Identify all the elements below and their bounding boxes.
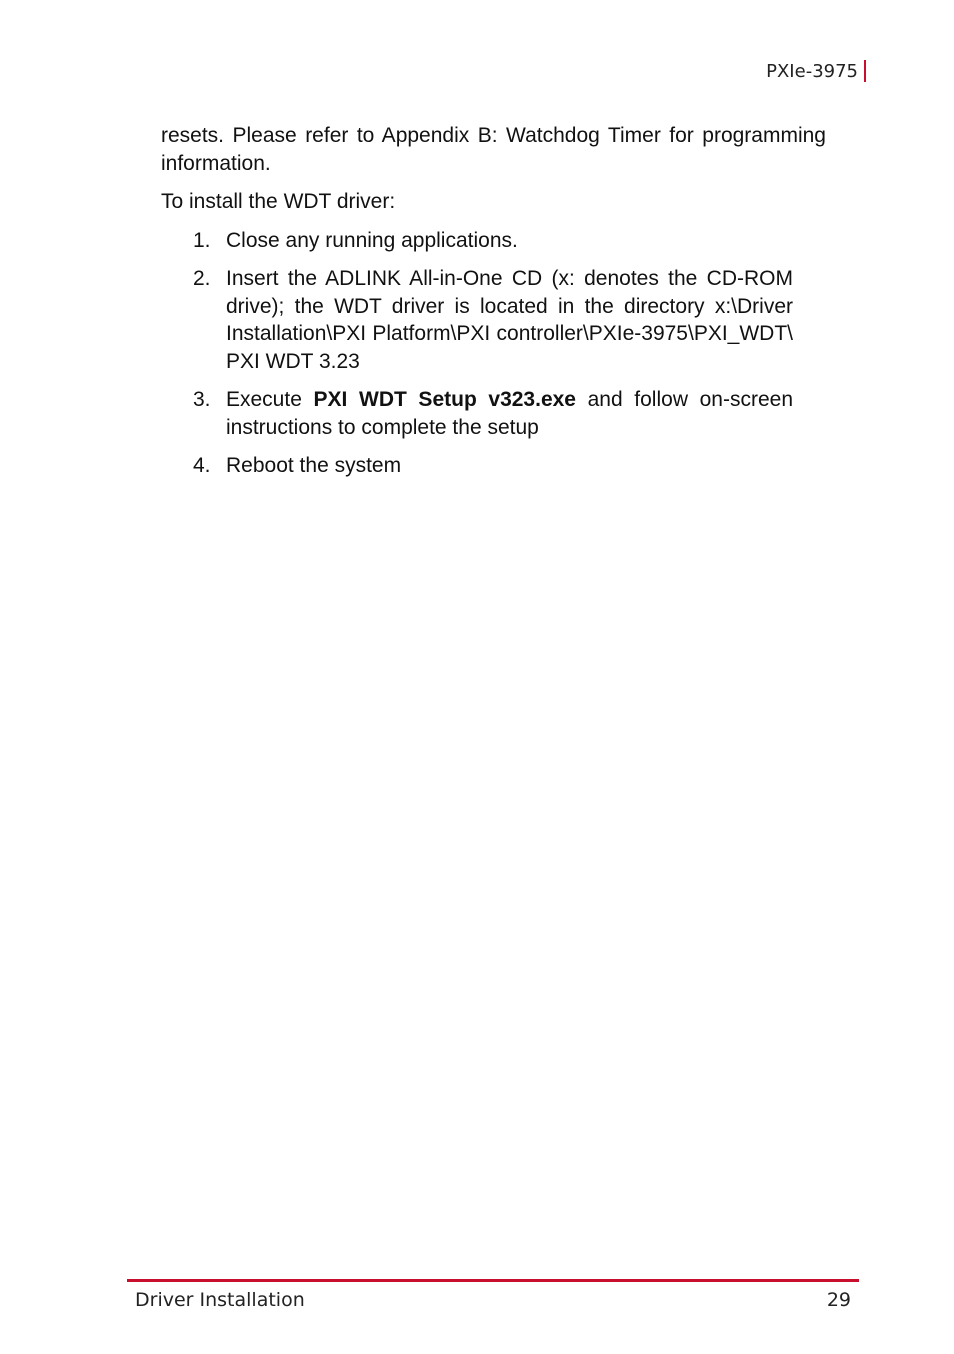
page-header [766, 60, 866, 82]
list-item-step-3 [161, 386, 793, 441]
step-number: 1. [193, 228, 211, 252]
intro-paragraph: resets. Please refer to Appendix B: Watchdog Timer for programming information. [161, 124, 826, 175]
step-text: Reboot the system [226, 454, 402, 477]
header-product-name: PXIe-3975 [766, 60, 858, 82]
footer-section-title: Driver Installation [135, 1289, 305, 1311]
main-content [161, 122, 826, 491]
step-text-prefix: Execute [226, 388, 314, 411]
header-accent-bar [864, 60, 866, 82]
install-lead-paragraph: To install the WDT driver: [161, 190, 396, 213]
step-number: 4. [193, 454, 211, 477]
footer-divider [127, 1279, 859, 1282]
step-text-suffix: and follow on-screen instructions to complete the setup [226, 388, 793, 439]
footer-page-number: 29 [826, 1289, 851, 1311]
list-item-step-1 [161, 227, 793, 255]
step-text: Close any running applications. [226, 228, 518, 252]
list-item-step-4 [161, 452, 793, 480]
setup-filename: PXI WDT Setup v323.exe [313, 388, 576, 411]
step-number: 2. [193, 267, 211, 290]
step-text: Insert the ADLINK All-in-One CD (x: denotes the CD-ROM drive); the WDT driver is located in the directory x:\Driver Installation\PXI Platform\PXI controller\PXIe-3975\PXI_WDT\ PXI WDT 3.23 [226, 267, 793, 373]
install-steps-list [161, 227, 826, 480]
step-number: 3. [193, 388, 211, 411]
list-item-step-2 [161, 265, 793, 375]
